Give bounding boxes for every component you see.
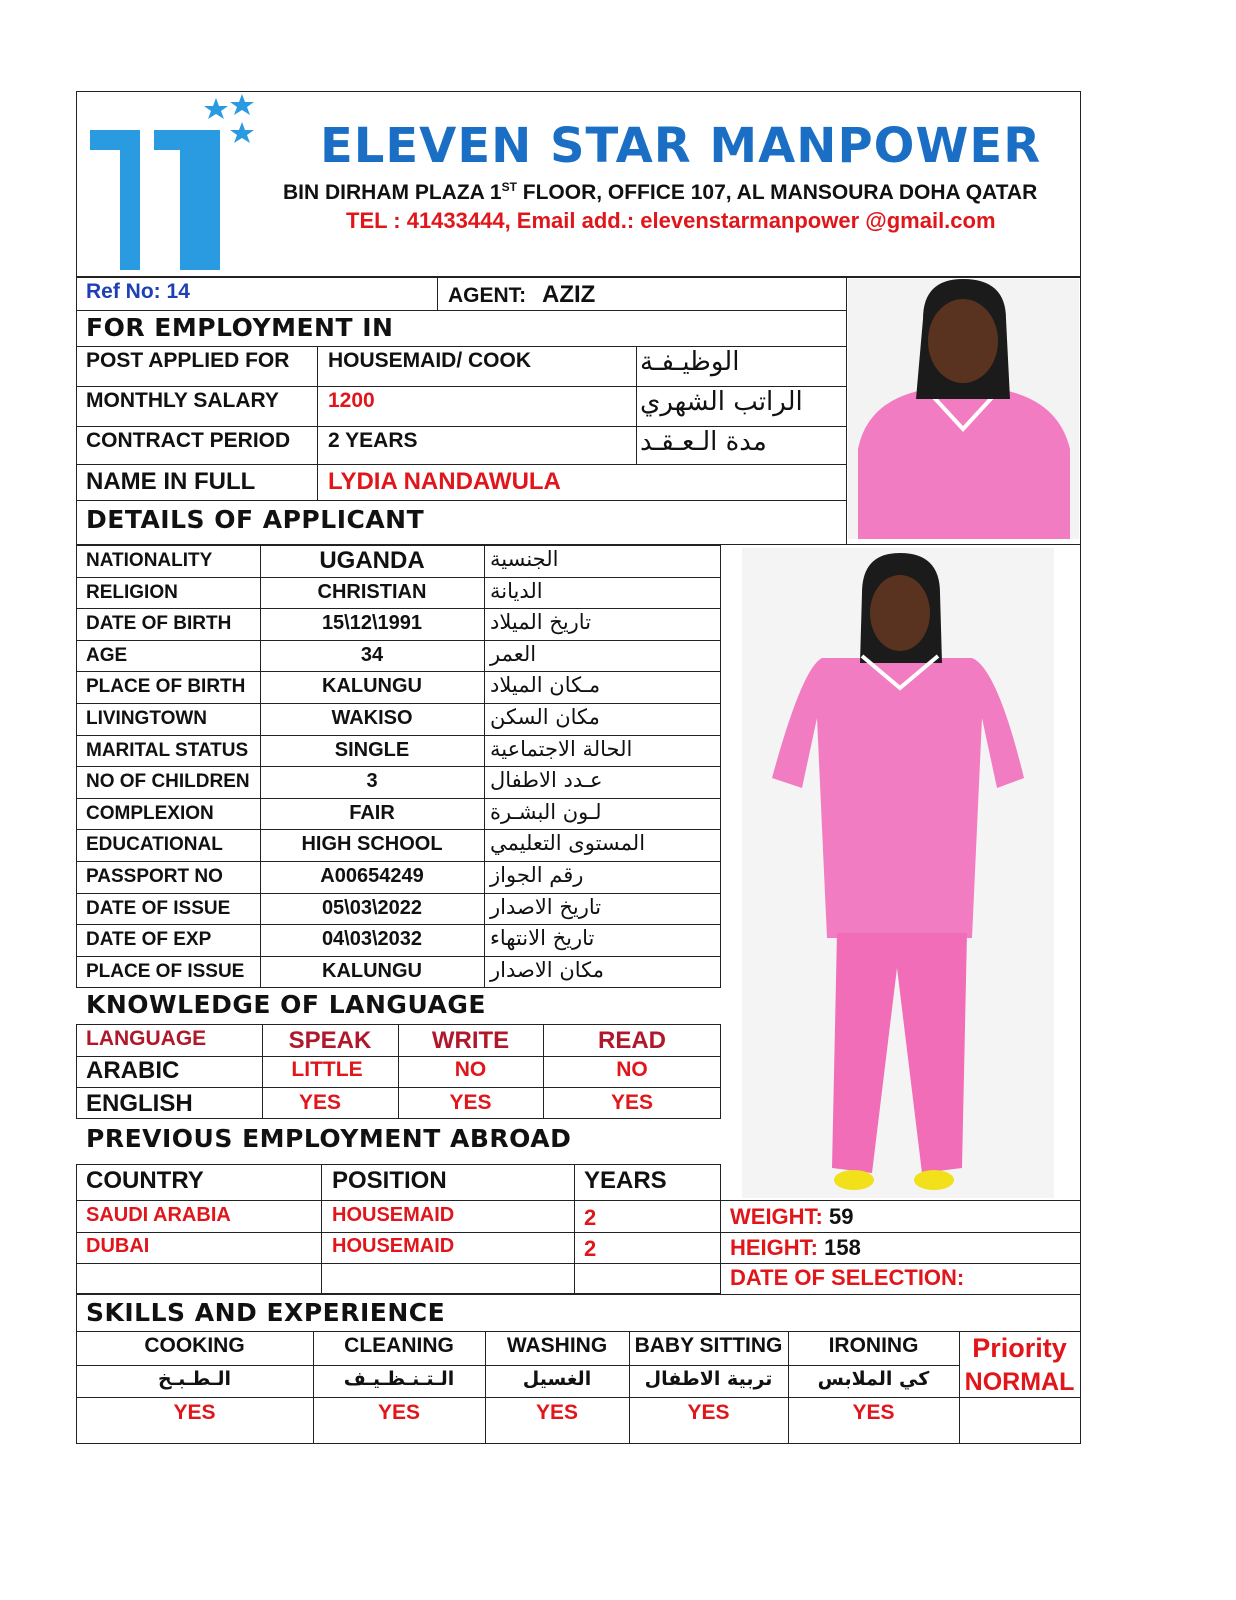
detail-value: A00654249 [320,865,424,887]
detail-value: KALUNGU [322,960,422,982]
detail-label: EDUCATIONAL [86,834,223,855]
agent-value: AZIZ [542,281,596,308]
photo-right-border [1080,545,1081,1200]
prev-position-2: HOUSEMAID [332,1235,455,1257]
prev-country-2: DUBAI [86,1235,150,1257]
employment-label: CONTRACT PERIOD [86,429,291,452]
lang-header-speak: SPEAK [288,1027,372,1054]
detail-label: PLACE OF ISSUE [86,961,245,982]
detail-value: SINGLE [334,739,410,761]
company-name: ELEVEN STAR MANPOWER [320,118,1042,174]
weight-field [730,1204,854,1230]
skill-arabic: الـطـبـخ [157,1368,232,1390]
name-value: LYDIA NANDAWULA [328,468,561,495]
detail-value: HIGH SCHOOL [301,833,443,855]
prev-header-years: YEARS [584,1167,667,1194]
detail-arabic: مـكان الميلاد [490,673,601,697]
priority-value: NORMAL [964,1368,1075,1396]
star-icon [230,122,254,143]
detail-arabic: عـدد الاطفال [490,768,603,792]
skill-name: CLEANING [344,1334,454,1357]
priority-label: Priority [972,1333,1067,1363]
height-label: HEIGHT: [730,1235,818,1260]
lang-english: ENGLISH [86,1090,193,1117]
detail-value: CHRISTIAN [317,581,427,603]
detail-arabic: مكان السكن [490,705,600,729]
prev-years-2: 2 [584,1236,597,1261]
agent-field [448,281,595,309]
prev-country-1: SAUDI ARABIA [86,1204,231,1226]
detail-label: MARITAL STATUS [86,740,249,761]
skill-arabic: الغسيل [522,1368,592,1390]
company-address [283,180,1037,205]
star-icon [204,98,228,119]
detail-arabic: الحالة الاجتماعية [490,737,633,761]
lang-english-read: YES [610,1091,654,1114]
star-icon [230,94,254,115]
employment-heading: FOR EMPLOYMENT IN [86,313,394,342]
weight-value: 59 [829,1204,854,1229]
ref-number [86,280,190,304]
address-sup: ST [501,180,517,194]
detail-label: AGE [86,645,128,666]
skills-heading: SKILLS AND EXPERIENCE [86,1298,446,1327]
lang-arabic-speak: LITTLE [291,1058,363,1081]
detail-arabic: لـون البشـرة [490,800,602,824]
detail-label: DATE OF EXP [86,929,212,950]
detail-label: DATE OF BIRTH [86,613,232,634]
detail-label: LIVINGTOWN [86,708,208,729]
detail-arabic: تاريخ الميلاد [490,610,592,634]
detail-label: PLACE OF BIRTH [86,676,246,697]
skill-name: WASHING [506,1334,608,1357]
language-heading: KNOWLEDGE OF LANGUAGE [86,990,486,1019]
applicant-heading: DETAILS OF APPLICANT [86,505,425,534]
full-body-photo [742,548,1054,1198]
prev-years-1: 2 [584,1205,597,1230]
employment-arabic: الراتب الشهري [640,387,803,417]
lang-arabic-read: NO [616,1058,648,1081]
detail-arabic: الجنسية [490,547,559,571]
detail-arabic: رقم الجواز [490,863,584,887]
employment-label: MONTHLY SALARY [86,389,279,412]
detail-value: 3 [366,770,378,792]
detail-label: DATE OF ISSUE [86,898,231,919]
prev-header-country: COUNTRY [86,1167,204,1194]
detail-value: 04\03\2032 [321,928,423,950]
prev-position-1: HOUSEMAID [332,1204,455,1226]
detail-arabic: الديانة [490,579,543,603]
detail-value: 05\03\2022 [321,897,423,919]
detail-value: 15\12\1991 [321,612,423,634]
skill-name: BABY SITTING [634,1334,783,1357]
name-label: NAME IN FULL [86,468,256,495]
lang-arabic: ARABIC [86,1057,180,1084]
detail-value: WAKISO [331,707,413,729]
employment-label: POST APPLIED FOR [86,349,290,372]
skill-value: YES [535,1401,579,1424]
agent-label: AGENT: [448,284,527,307]
detail-arabic: المستوى التعليمي [490,831,646,855]
detail-label: NO OF CHILDREN [86,771,250,792]
skill-arabic: تربية الاطفال [644,1368,773,1390]
detail-label: COMPLEXION [86,803,214,824]
company-logo [84,94,264,272]
detail-value: FAIR [349,802,395,824]
lang-arabic-write: NO [454,1058,487,1081]
company-contact: TEL : 41433444, Email add.: elevenstarmanpower @gmail.com [346,208,996,233]
detail-label: PASSPORT NO [86,866,223,887]
address-pre: BIN DIRHAM PLAZA 1 [283,181,502,204]
date-of-selection: DATE OF SELECTION: [730,1265,965,1290]
skill-name: COOKING [144,1334,245,1357]
employment-value: HOUSEMAID/ COOK [328,349,532,372]
detail-value: 34 [360,644,384,666]
previous-heading: PREVIOUS EMPLOYMENT ABROAD [86,1124,572,1153]
skill-value: YES [377,1401,421,1424]
skill-value: YES [173,1401,216,1424]
portrait-photo [848,279,1079,539]
detail-value: KALUNGU [322,675,422,697]
skill-name: IRONING [828,1334,919,1357]
detail-label: NATIONALITY [86,550,213,571]
lang-english-write: YES [449,1091,492,1114]
ref-label: Ref No: [86,280,161,303]
skill-value: YES [687,1401,730,1424]
lang-english-speak: YES [298,1091,342,1114]
detail-arabic: تاريخ الاصدار [490,895,602,919]
skill-arabic: الـتـنـظـيـف [343,1368,455,1390]
lang-header-write: WRITE [431,1027,510,1054]
employment-arabic: مدة الـعـقـد [640,427,767,457]
address-post: FLOOR, OFFICE 107, AL MANSOURA DOHA QATAR [516,181,1038,204]
detail-arabic: تاريخ الانتهاء [490,926,595,950]
lang-header-language: LANGUAGE [86,1027,207,1050]
employment-value: 1200 [328,389,375,412]
ref-value: 14 [166,280,190,303]
detail-value: UGANDA [319,547,425,574]
height-field [730,1235,861,1261]
prev-header-position: POSITION [332,1167,447,1194]
employment-value: 2 YEARS [328,429,418,452]
skill-value: YES [852,1401,895,1424]
logo-graphic [84,94,264,272]
detail-label: RELIGION [86,582,178,603]
employment-arabic: الوظيـفـة [640,347,740,377]
detail-arabic: مكان الاصدار [490,958,604,982]
weight-label: WEIGHT: [730,1204,823,1229]
skill-arabic: كي الملابس [817,1368,930,1390]
height-value: 158 [824,1235,861,1260]
lang-header-read: READ [597,1027,666,1054]
detail-arabic: العمر [490,642,537,666]
